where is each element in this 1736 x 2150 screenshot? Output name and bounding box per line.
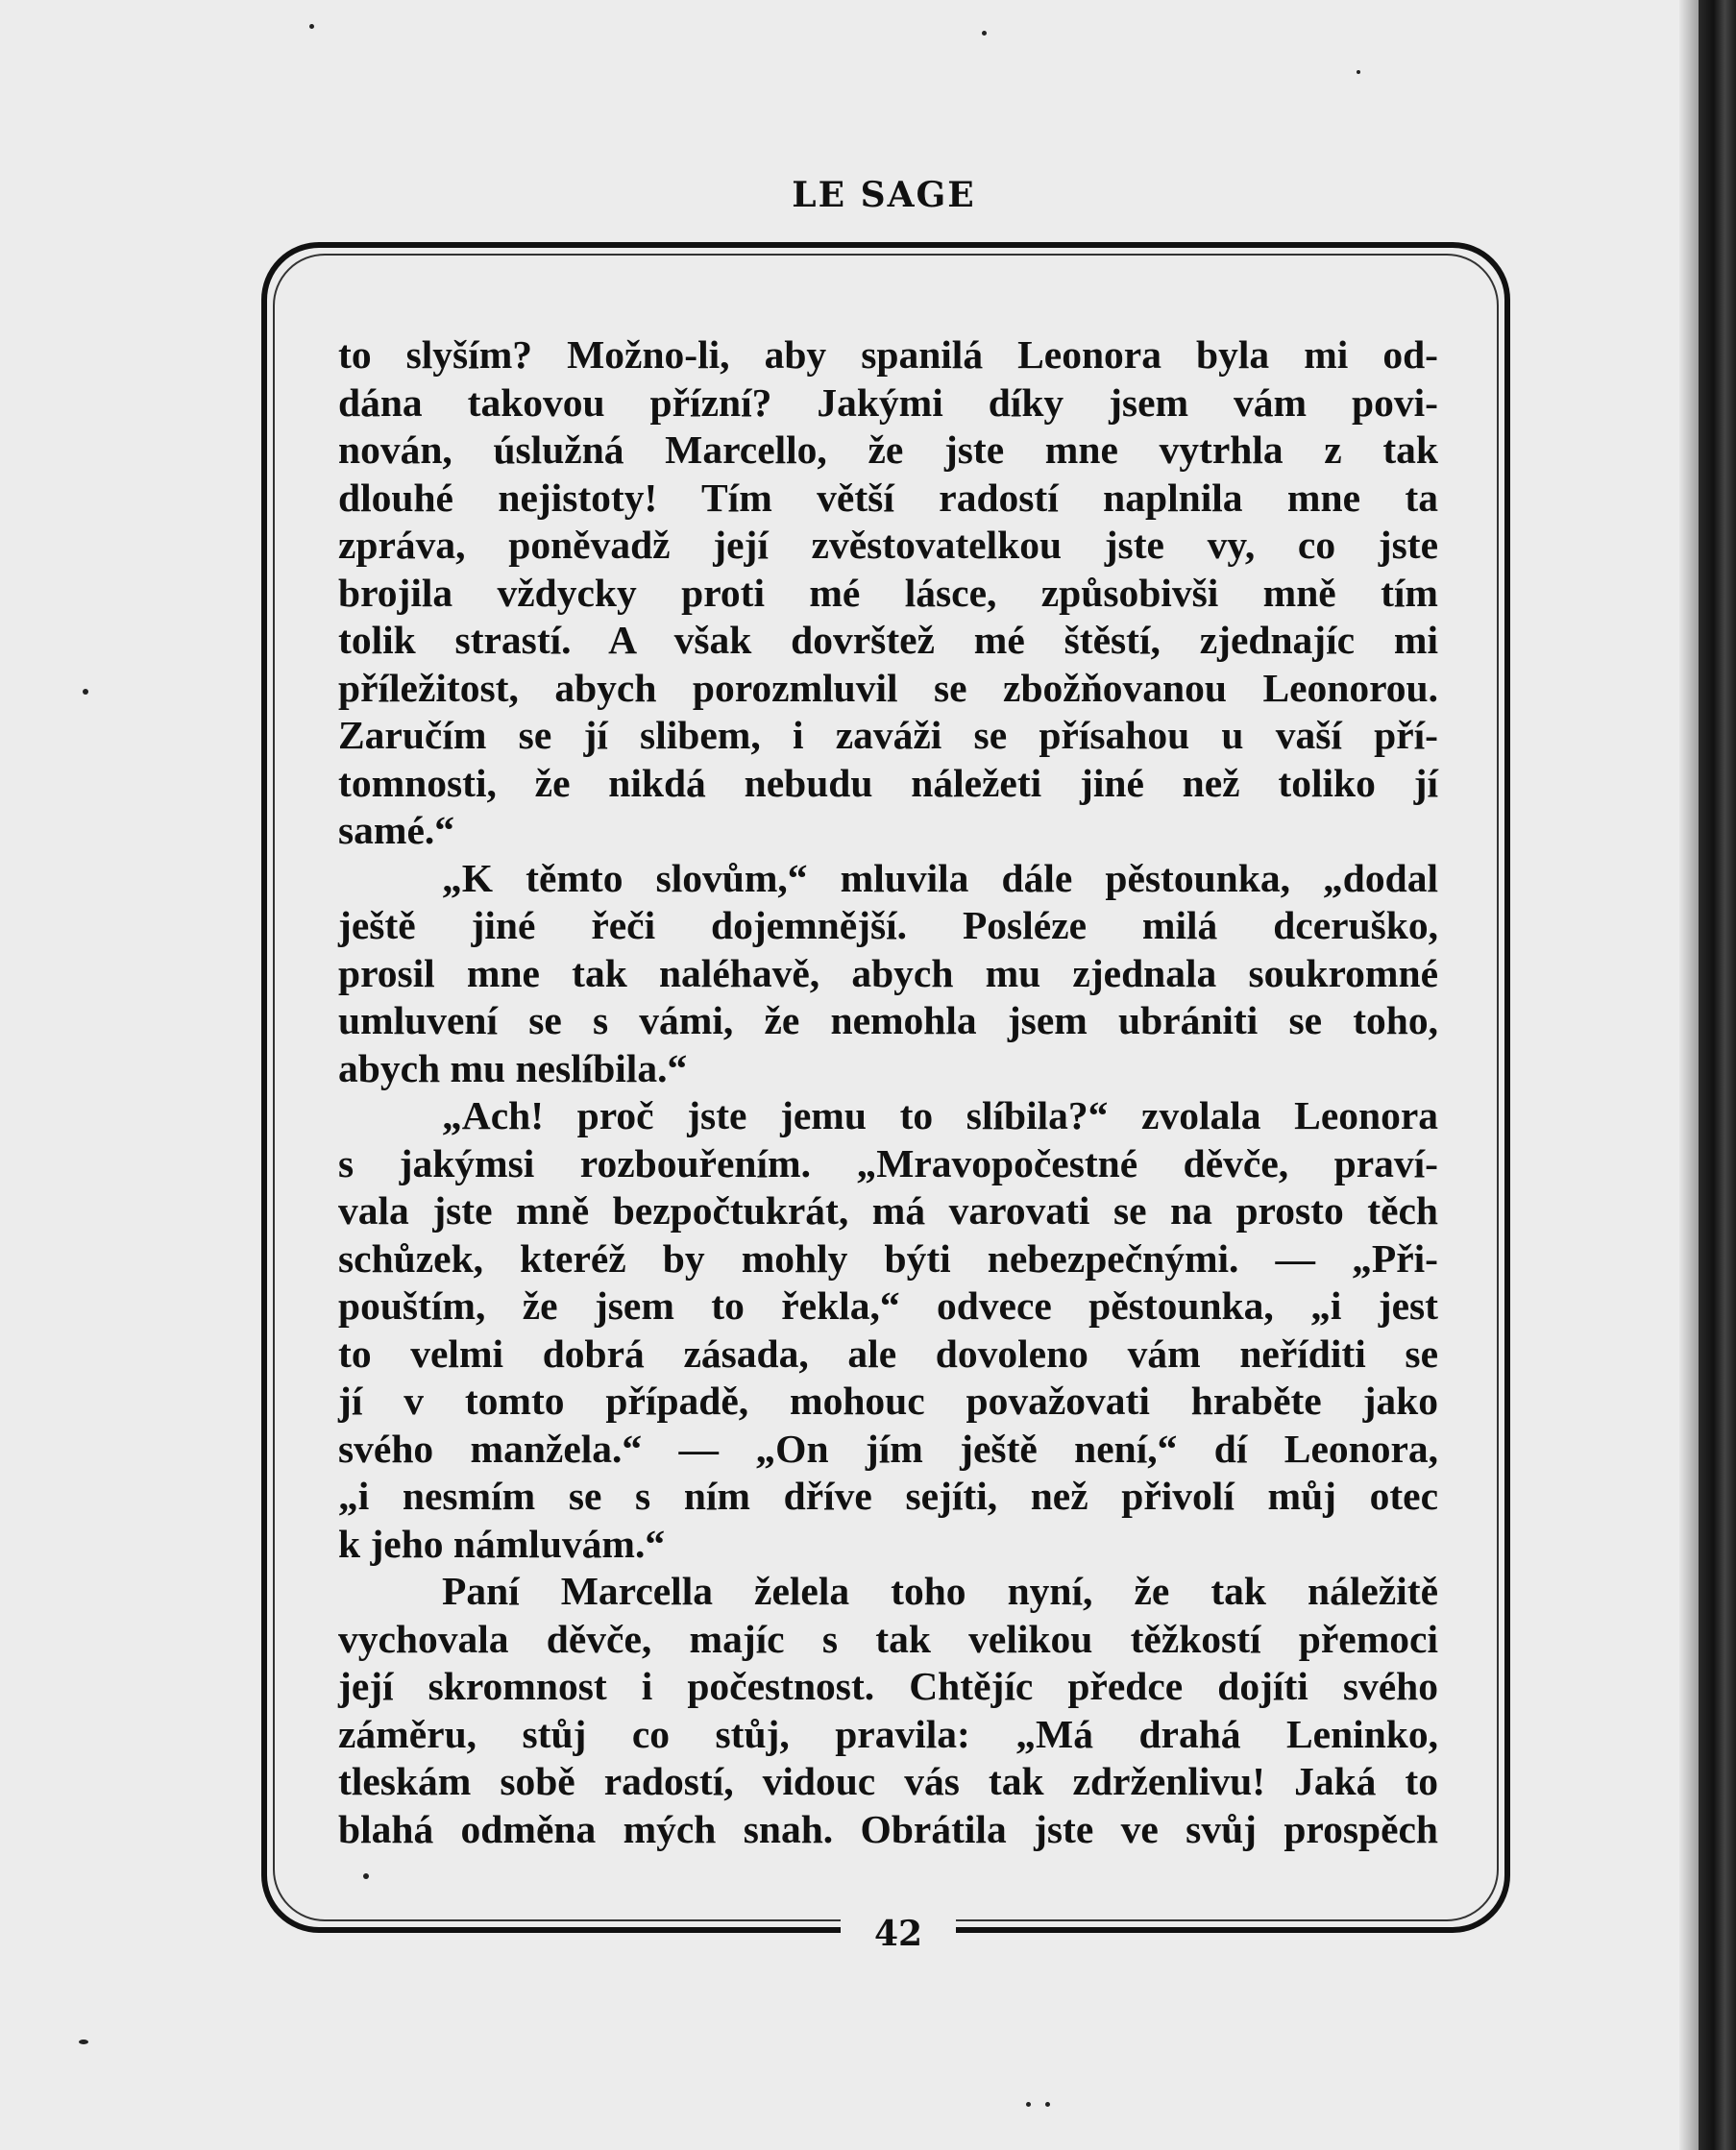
text-line: k jeho námluvám.“: [338, 1521, 666, 1566]
book-spine-edge: [1699, 0, 1736, 2150]
page-edge-shadow: [1679, 0, 1700, 2150]
text-line: dána takovou přízní? Jakými díky jsem vám povi-: [338, 379, 1438, 425]
speck-mark: [363, 1873, 369, 1879]
speck-mark: [1026, 2102, 1031, 2107]
text-line: nován, úslužná Marcello, že jste mne vytrhla z tak: [338, 428, 1438, 472]
text-line: její skromnost i počestnost. Chtějíc předce dojíti svého: [338, 1664, 1438, 1708]
text-line: vala jste mně bezpočtukrát, má varovati se na prosto těch: [338, 1188, 1438, 1233]
text-line: tomnosti, že nikdá nebudu náležeti jiné než toliko jí: [338, 760, 1438, 805]
body-text: [338, 331, 1438, 1853]
speck-mark: [79, 2040, 88, 2044]
text-line: ještě jiné řeči dojemnější. Posléze milá dceruško,: [338, 903, 1438, 947]
page-number: 42: [873, 1914, 923, 1954]
text-line: tolik strastí. A však dovrštež mé štěstí, zjednajíc mi: [338, 618, 1438, 662]
text-line: záměru, stůj co stůj, pravila: „Má drahá Leninko,: [338, 1711, 1438, 1756]
speck-mark: [83, 689, 88, 695]
text-line: schůzek, kteréž by mohly býti nebezpečnými. — „Při-: [338, 1235, 1438, 1281]
running-head: LE SAGE: [792, 175, 976, 215]
text-line: vychovala děvče, majíc s tak velikou těžkostí přemoci: [338, 1616, 1438, 1661]
text-line: svého manžela.“ — „On jím ještě není,“ dí Leonora,: [338, 1426, 1438, 1471]
text-line: jí v tomto případě, mohouc považovati hraběte jako: [338, 1379, 1438, 1423]
text-line: umluvení se s vámi, že nemohla jsem ubrániti se toho,: [338, 998, 1438, 1042]
speck-mark: [982, 31, 987, 36]
text-line: Paní Marcella želela toho nyní, že tak náležitě: [442, 1569, 1438, 1613]
text-line: to slyším? Možno-li, aby spanilá Leonora byla mi od-: [338, 332, 1438, 377]
text-line: abych mu neslíbila.“: [338, 1045, 688, 1090]
speck-mark: [1357, 70, 1360, 74]
text-line: prosil mne tak naléhavě, abych mu zjednala soukromné: [338, 950, 1438, 995]
text-line: brojila vždycky proti mé lásce, způsobivši mně tím: [338, 570, 1438, 615]
text-line: to velmi dobrá zásada, ale dovoleno vám neříditi se: [338, 1331, 1438, 1376]
text-line: pouštím, že jsem to řekla,“ odvece pěstounka, „i jest: [338, 1283, 1438, 1328]
speck-mark: [1045, 2102, 1050, 2107]
text-line: příležitost, abych porozmluvil se zbožňovanou Leonorou.: [338, 665, 1438, 710]
text-line: zpráva, poněvadž její zvěstovatelkou jste vy, co jste: [338, 523, 1438, 567]
text-line: s jakýmsi rozbouřením. „Mravopočestné děvče, praví-: [338, 1140, 1438, 1185]
text-line: samé.“: [338, 808, 455, 852]
speck-mark: [309, 24, 314, 29]
text-line: dlouhé nejistoty! Tím větší radostí naplnila mne ta: [338, 475, 1438, 520]
text-line: „K těmto slovům,“ mluvila dále pěstounka, „dodal: [442, 855, 1438, 900]
text-line: Zaručím se jí slibem, i zaváži se přísahou u vaší pří-: [338, 713, 1438, 757]
text-line: „Ach! proč jste jemu to slíbila?“ zvolala Leonora: [442, 1093, 1438, 1137]
text-line: blahá odměna mých snah. Obrátila jste ve svůj prospěch: [338, 1806, 1438, 1851]
text-line: „i nesmím se s ním dříve sejíti, než přivolí můj otec: [338, 1474, 1438, 1518]
text-line: tleskám sobě radostí, vidouc vás tak zdrženlivu! Jaká to: [338, 1759, 1438, 1803]
